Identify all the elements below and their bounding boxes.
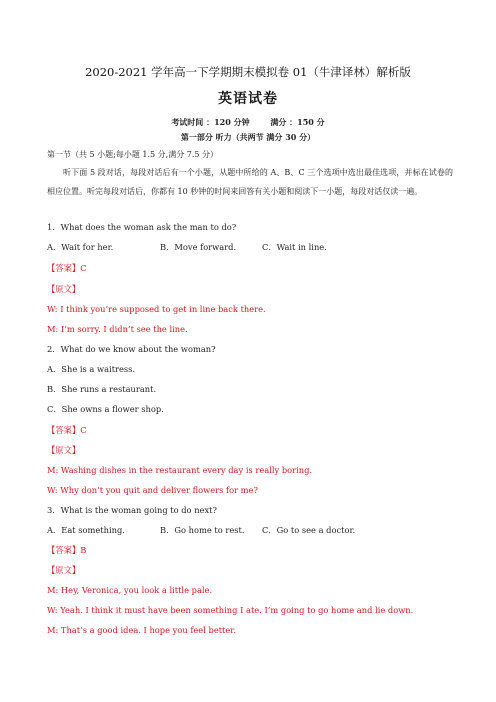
question-3-transcript-line-2: W: Yeah. I think it must have been something I ate. I’m going to go home and lie down. xyxy=(47,605,414,615)
question-2-transcript-label: 【原文】 xyxy=(47,445,81,455)
question-3-transcript-line-1: M: Hey, Veronica, you look a little pale. xyxy=(47,585,213,595)
question-2-answer: 【答案】C xyxy=(47,425,87,435)
question-1-option-c: C．Wait in line. xyxy=(262,242,327,252)
question-2-transcript-line-2: W: Why don’t you quit and deliver flowers for me? xyxy=(47,485,258,495)
question-3-option-b: B．Go home to rest. xyxy=(160,525,245,535)
document-subject: 英语试卷 xyxy=(218,91,278,107)
section-heading: 第一节（共 5 小题;每小题 1.5 分,满分 7.5 分） xyxy=(47,150,219,159)
question-2-option-c: C．She owns a flower shop. xyxy=(47,404,164,414)
exam-score: 满分 ：150 分 xyxy=(270,117,325,127)
question-1-option-b: B．Move forward. xyxy=(160,242,237,252)
question-3: 3．What is the woman going to do next? xyxy=(47,505,217,515)
question-1-transcript-line-2: M: I’m sorry. I didn’t see the line. xyxy=(47,324,188,334)
question-1: 1．What does the woman ask the man to do? xyxy=(47,222,237,232)
question-3-answer: 【答案】B xyxy=(47,545,87,555)
exam-meta xyxy=(0,116,496,128)
question-3-option-a: A．Eat something. xyxy=(47,525,125,535)
exam-time: 考试时间 ：120 分钟 xyxy=(171,117,250,127)
document-title: 2020-2021 学年高一下学期期末模拟卷 01（牛津译林）解析版 xyxy=(85,65,411,79)
section-instructions: 听下面 5 段对话，每段对话后有一个小题，从题中所给的 A、B、C 三个选项中选出最佳选项，并标在试卷的相应位置。听完每段对话后，你都有 10 秒钟的时间来回答有关小题和阅读下一小题，每段对话仅读一遍。 xyxy=(47,168,453,196)
question-3-transcript-line-3: M: That’s a good idea. I hope you feel better. xyxy=(47,625,236,635)
part-heading: 第一部分 听力（共两节 满分 30 分） xyxy=(180,132,316,142)
question-3-option-c: C．Go to see a doctor. xyxy=(262,525,356,535)
question-2-option-b: B．She runs a restaurant. xyxy=(47,384,157,394)
question-1-transcript-line-1: W: I think you’re supposed to get in line back there. xyxy=(47,304,266,314)
question-1-answer: 【答案】C xyxy=(47,263,87,273)
question-2-option-a: A．She is a waitress. xyxy=(47,364,136,374)
question-1-transcript-label: 【原文】 xyxy=(47,284,81,294)
question-3-transcript-label: 【原文】 xyxy=(47,565,81,575)
question-2-transcript-line-1: M: Washing dishes in the restaurant every day is really boring. xyxy=(47,465,313,475)
question-2: 2．What do we know about the woman? xyxy=(47,344,216,354)
question-1-option-a: A．Wait for her. xyxy=(47,242,114,252)
